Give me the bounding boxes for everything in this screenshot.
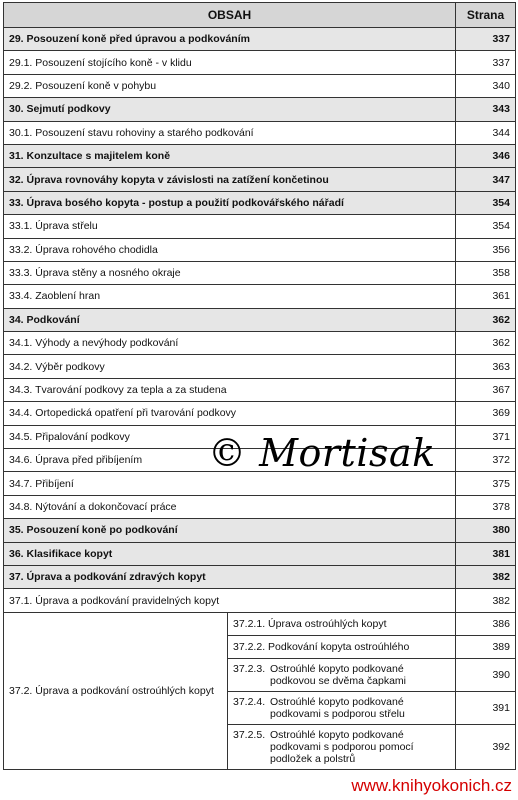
toc-row <box>4 28 516 51</box>
toc-page: 362 <box>456 332 516 355</box>
toc-sub-text: Ostroúhlé kopyto podkované podkovou se dvěma čapkami <box>270 662 406 687</box>
toc-label: 34.1. Výhody a nevýhody podkování <box>4 332 456 355</box>
toc-row <box>4 285 516 308</box>
toc-label: 35. Posouzení koně po podkování <box>4 519 456 542</box>
toc-page: 375 <box>456 472 516 495</box>
toc-header-row <box>4 3 516 28</box>
toc-sub-label: 37.2.2. Podkování kopyta ostroúhlého <box>228 635 456 658</box>
toc-page: 361 <box>456 285 516 308</box>
toc-page: 367 <box>456 378 516 401</box>
toc-page: 344 <box>456 121 516 144</box>
toc-row <box>4 51 516 74</box>
toc-label: 36. Klasifikace kopyt <box>4 542 456 565</box>
toc-label: 34.3. Tvarování podkovy za tepla a za studena <box>4 378 456 401</box>
toc-row <box>4 378 516 401</box>
toc-page: 356 <box>456 238 516 261</box>
toc-row <box>4 542 516 565</box>
toc-label: 34.6. Úprava před přibíjením <box>4 449 456 472</box>
toc-page: 389 <box>456 635 516 658</box>
toc-row <box>4 308 516 331</box>
toc-group-label: 37.2. Úprava a podkování ostroúhlých kopyt <box>4 612 228 769</box>
toc-row <box>4 98 516 121</box>
toc-row <box>4 144 516 167</box>
toc-page: 362 <box>456 308 516 331</box>
toc-sub-label <box>228 658 456 691</box>
toc-table <box>3 2 516 770</box>
toc-label: 31. Konzultace s majitelem koně <box>4 144 456 167</box>
toc-page: 363 <box>456 355 516 378</box>
toc-label: 34.5. Připalování podkovy <box>4 425 456 448</box>
toc-row <box>4 565 516 588</box>
toc-label: 33.3. Úprava stěny a nosného okraje <box>4 261 456 284</box>
toc-page: 340 <box>456 74 516 97</box>
toc-page: 372 <box>456 449 516 472</box>
toc-label: 29. Posouzení koně před úpravou a podkováním <box>4 28 456 51</box>
toc-page: 347 <box>456 168 516 191</box>
toc-page: 381 <box>456 542 516 565</box>
toc-page: 380 <box>456 519 516 542</box>
toc-row <box>4 168 516 191</box>
toc-sub-number: 37.2.4. <box>233 695 266 708</box>
copyright-watermark: © Mortisak <box>208 431 436 475</box>
toc-page: 346 <box>456 144 516 167</box>
toc-sub-number: 37.2.3. <box>233 662 266 675</box>
toc-label: 29.1. Posouzení stojícího koně - v klidu <box>4 51 456 74</box>
toc-row <box>4 238 516 261</box>
toc-row <box>4 191 516 214</box>
toc-row <box>4 332 516 355</box>
toc-page: 392 <box>456 724 516 769</box>
toc-row <box>4 355 516 378</box>
toc-page: 382 <box>456 589 516 612</box>
toc-label: 34.8. Nýtování a dokončovací práce <box>4 495 456 518</box>
toc-label: 30.1. Posouzení stavu rohoviny a starého podkování <box>4 121 456 144</box>
toc-row <box>4 215 516 238</box>
toc-label: 33.1. Úprava střelu <box>4 215 456 238</box>
header-title: OBSAH <box>4 3 456 28</box>
toc-row <box>4 121 516 144</box>
toc-row <box>4 402 516 425</box>
toc-label: 30. Sejmutí podkovy <box>4 98 456 121</box>
toc-page: 358 <box>456 261 516 284</box>
toc-page: 354 <box>456 215 516 238</box>
toc-sub-label: 37.2.1. Úprava ostroúhlých kopyt <box>228 612 456 635</box>
toc-row <box>4 74 516 97</box>
toc-page: 343 <box>456 98 516 121</box>
toc-label: 29.2. Posouzení koně v pohybu <box>4 74 456 97</box>
toc-sub-label <box>228 691 456 724</box>
toc-page: 390 <box>456 658 516 691</box>
toc-page: 386 <box>456 612 516 635</box>
toc-label: 34. Podkování <box>4 308 456 331</box>
toc-page: 337 <box>456 51 516 74</box>
toc-sub-text: Ostroúhlé kopyto podkované podkovami s podporou střelu <box>270 695 405 720</box>
toc-label: 33.2. Úprava rohového chodidla <box>4 238 456 261</box>
toc-label: 34.4. Ortopedická opatření při tvarování podkovy <box>4 402 456 425</box>
toc-label: 32. Úprava rovnováhy kopyta v závislosti na zatížení končetinou <box>4 168 456 191</box>
toc-page: 369 <box>456 402 516 425</box>
toc-label: 33.4. Zaoblení hran <box>4 285 456 308</box>
toc-label: 34.2. Výběr podkovy <box>4 355 456 378</box>
toc-page: 354 <box>456 191 516 214</box>
toc-row <box>4 495 516 518</box>
toc-label: 33. Úprava bosého kopyta - postup a použití podkovářského nářadí <box>4 191 456 214</box>
toc-page: 337 <box>456 28 516 51</box>
toc-page: 378 <box>456 495 516 518</box>
toc-page: 382 <box>456 565 516 588</box>
header-page: Strana <box>456 3 516 28</box>
website-link[interactable]: www.knihyokonich.cz <box>351 776 512 795</box>
toc-row <box>4 589 516 612</box>
toc-label: 37.1. Úprava a podkování pravidelných kopyt <box>4 589 456 612</box>
toc-row <box>4 261 516 284</box>
toc-sub-label <box>228 724 456 769</box>
toc-sub-number: 37.2.5. <box>233 728 266 741</box>
toc-sub-text: Ostroúhlé kopyto podkované podkovami s podporou pomocí podložek a polstrů <box>270 728 414 765</box>
toc-page: 391 <box>456 691 516 724</box>
toc-label: 37. Úprava a podkování zdravých kopyt <box>4 565 456 588</box>
toc-row <box>4 519 516 542</box>
toc-group-row <box>4 612 516 635</box>
toc-label: 34.7. Přibíjení <box>4 472 456 495</box>
toc-page: 371 <box>456 425 516 448</box>
toc-row <box>4 472 516 495</box>
